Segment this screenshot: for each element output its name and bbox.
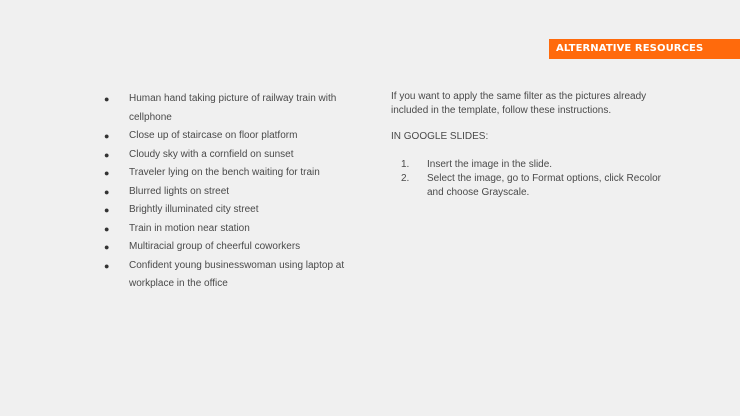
list-item-text: Close up of staircase on floor platform <box>129 130 298 141</box>
list-item-text: Train in motion near station <box>129 222 250 234</box>
bullet-icon: ● <box>104 260 110 271</box>
list-item <box>104 164 354 183</box>
list-item-text: Confident young businesswoman using laptop at workplace in the office <box>129 259 345 289</box>
list-item-text: Brightly illuminated city street <box>129 204 259 215</box>
list-item-text: Multiracial group of cheerful coworkers <box>129 241 301 252</box>
bullet-icon: ● <box>104 94 110 104</box>
instructions-block <box>391 90 661 200</box>
step-item <box>391 172 661 200</box>
bullet-icon: ● <box>104 168 110 178</box>
list-item <box>104 183 354 202</box>
step-text: Insert the image in the slide. <box>427 159 553 170</box>
bullet-icon: ● <box>104 205 110 215</box>
bullet-icon: ● <box>104 131 110 141</box>
steps-list <box>391 158 661 200</box>
step-item <box>391 158 661 172</box>
resource-list <box>104 90 354 294</box>
step-text: Select the image, go to Format options, click Recolor and choose Grayscale. <box>427 173 661 198</box>
bullet-icon: ● <box>104 149 110 160</box>
bullet-icon: ● <box>104 223 110 234</box>
list-item-text: Human hand taking picture of railway train with cellphone <box>129 93 337 123</box>
step-number: 2. <box>401 173 410 184</box>
list-item <box>104 238 354 257</box>
list-item <box>104 127 354 146</box>
step-number: 1. <box>401 159 410 170</box>
list-item <box>104 201 354 220</box>
section-title-tag: ALTERNATIVE RESOURCES <box>549 39 740 59</box>
list-item <box>104 257 354 294</box>
bullet-icon: ● <box>104 242 110 252</box>
instructions-intro: If you want to apply the same filter as the pictures already included in the template, follow these instructions. <box>391 91 647 116</box>
list-item-text: Blurred lights on street <box>129 185 230 197</box>
bullet-icon: ● <box>104 186 110 197</box>
list-item <box>104 220 354 239</box>
instructions-heading: IN GOOGLE SLIDES: <box>391 131 489 142</box>
list-item <box>104 146 354 165</box>
list-item-text: Cloudy sky with a cornfield on sunset <box>129 148 294 160</box>
list-item-text: Traveler lying on the bench waiting for train <box>129 167 320 178</box>
list-item <box>104 90 354 127</box>
